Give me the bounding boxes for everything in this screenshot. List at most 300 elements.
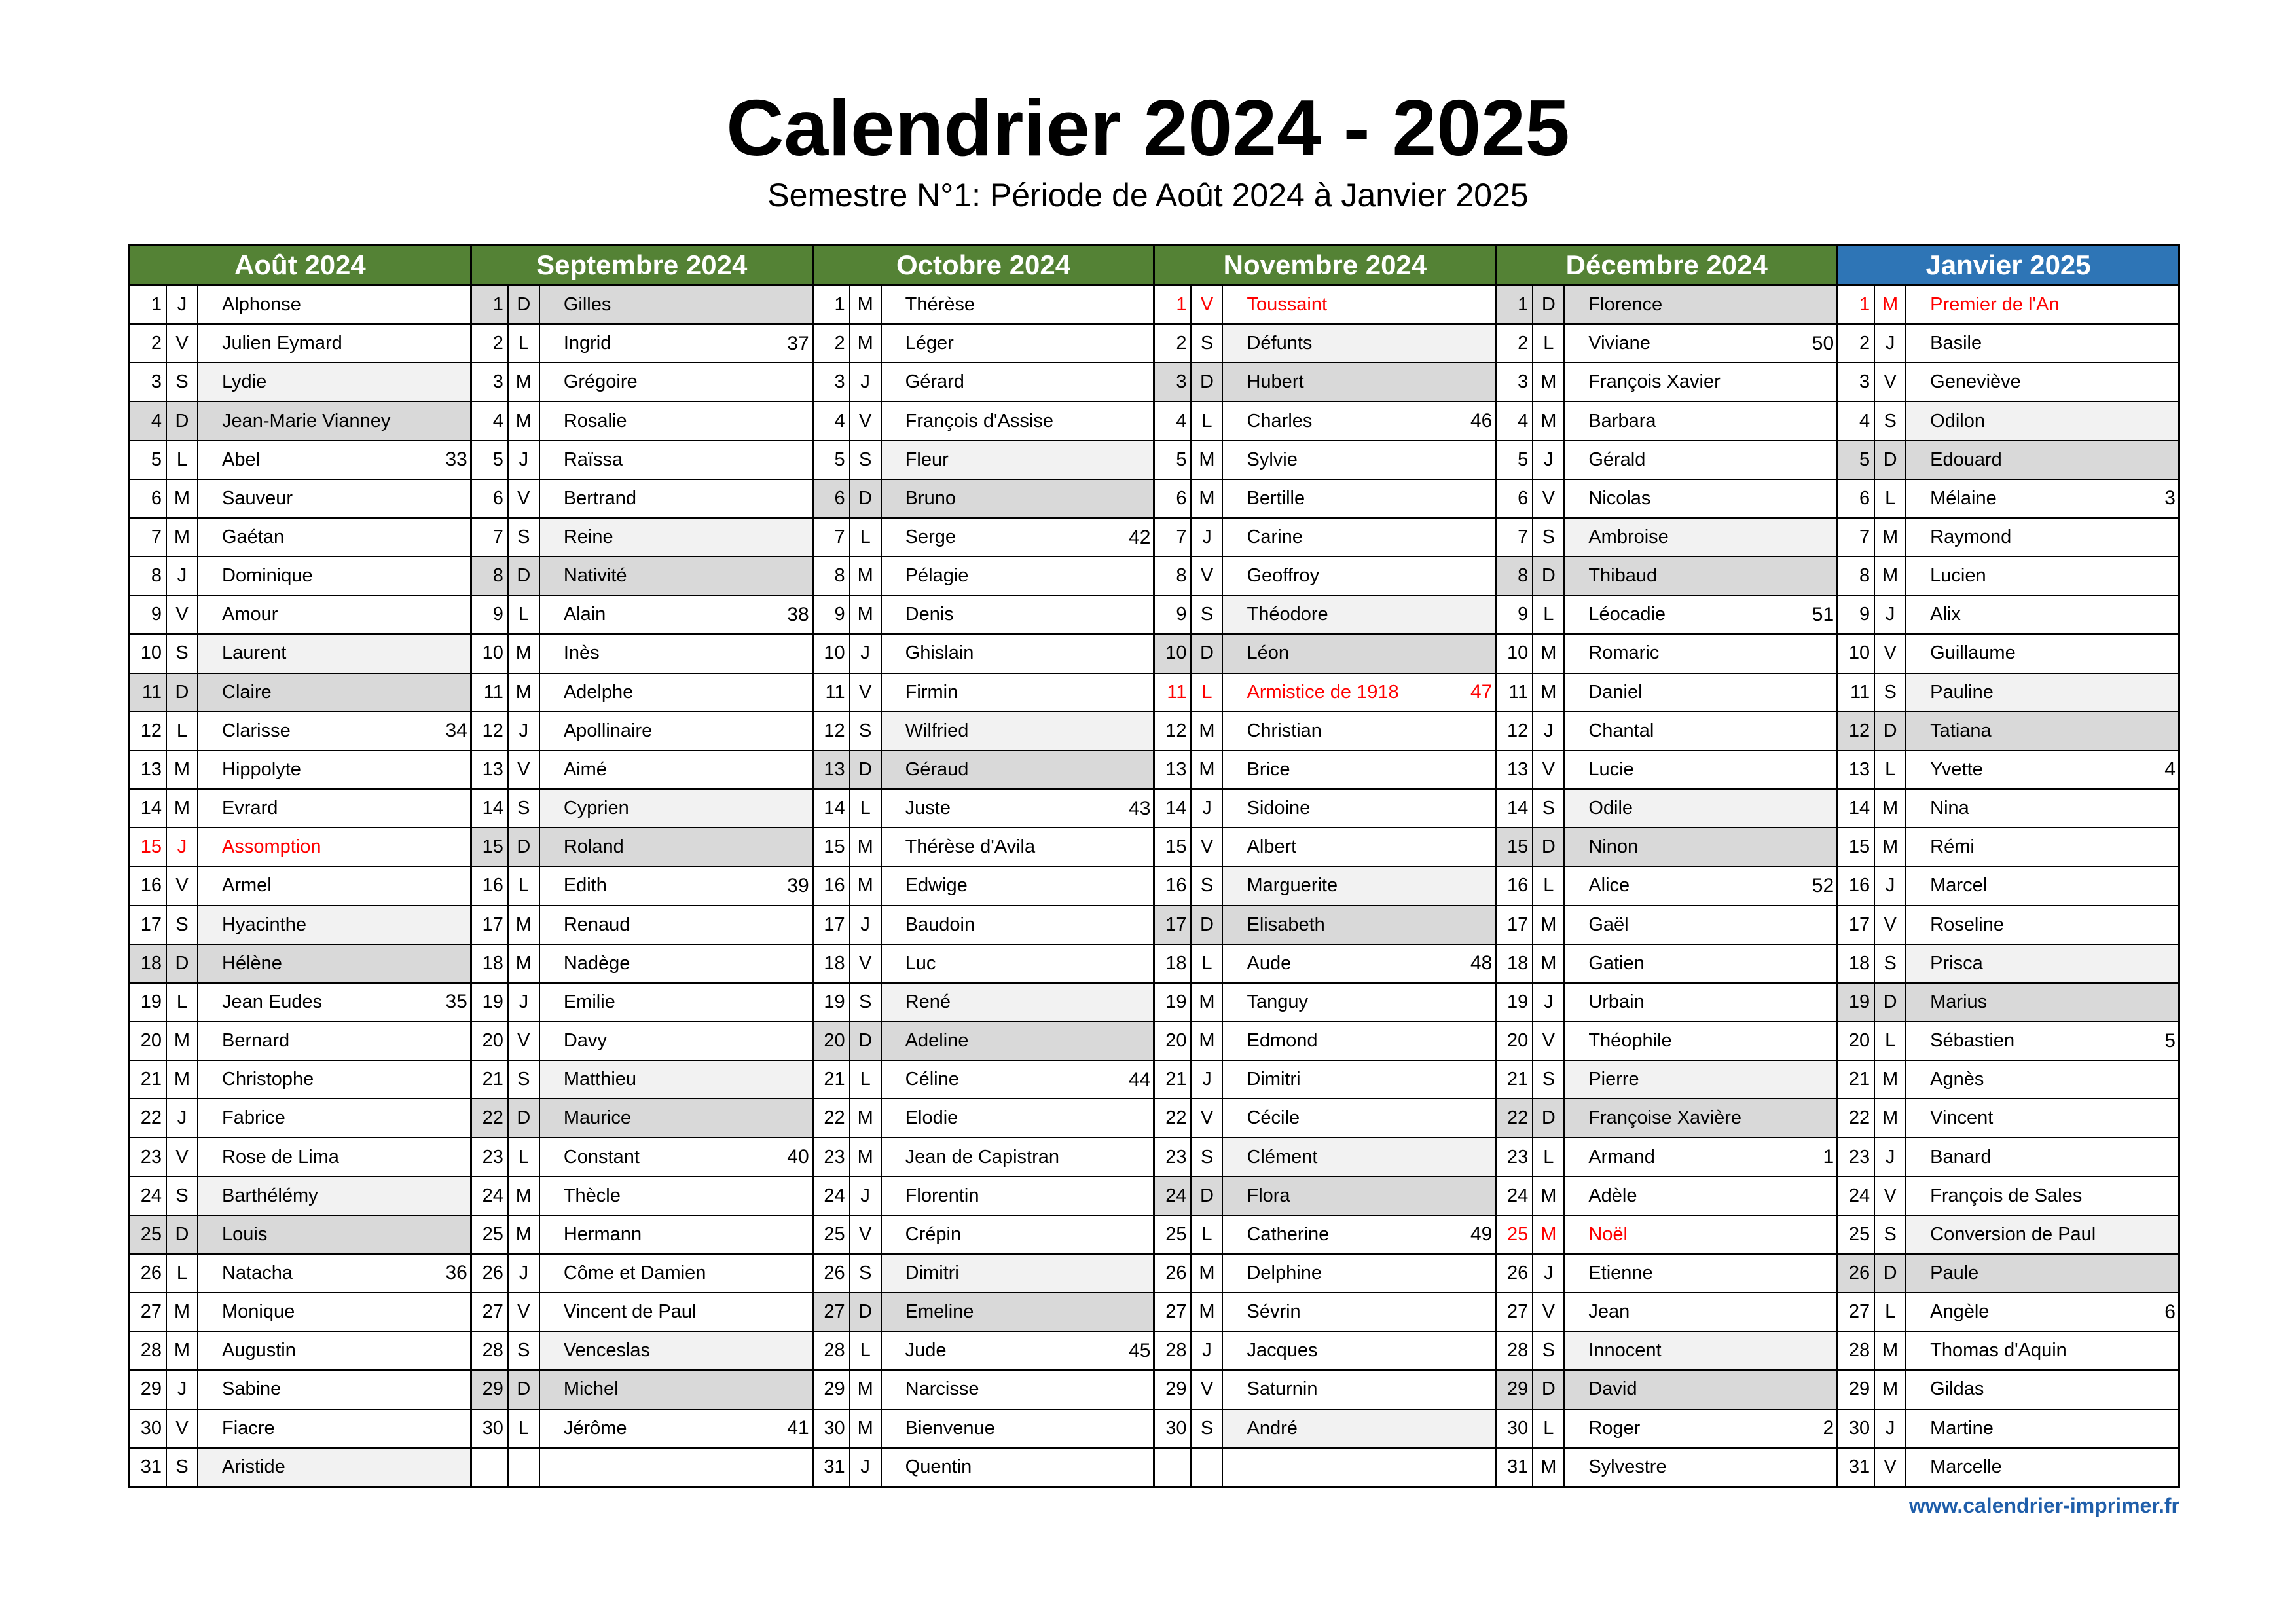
saint-label: Nicolas xyxy=(1588,487,1651,509)
weekday-letter: M xyxy=(509,906,540,944)
day-number: 9 xyxy=(1155,596,1192,633)
saint-label: Sylvie xyxy=(1247,449,1298,470)
weekday-letter: S xyxy=(1192,596,1223,633)
saint-name xyxy=(198,828,470,866)
saint-name xyxy=(540,1177,812,1215)
day-row xyxy=(1155,828,1495,867)
day-row xyxy=(814,1138,1154,1177)
saint-label: Pélagie xyxy=(905,565,969,587)
day-row xyxy=(130,635,470,673)
saint-label: Lucien xyxy=(1930,565,1986,587)
day-row xyxy=(130,906,470,945)
day-row xyxy=(1497,1293,1836,1332)
weekday-letter: V xyxy=(1875,1449,1906,1486)
saint-name xyxy=(1223,1255,1495,1292)
day-number: 11 xyxy=(1838,674,1875,711)
saint-label: François d'Assise xyxy=(905,410,1053,432)
saint-label: Dimitri xyxy=(905,1262,959,1283)
day-row xyxy=(1838,906,2178,945)
saint-label: Rosalie xyxy=(563,410,627,432)
saint-name xyxy=(540,1255,812,1292)
day-number: 23 xyxy=(1838,1138,1875,1175)
day-number: 31 xyxy=(1497,1449,1533,1486)
day-row xyxy=(1155,1332,1495,1371)
weekday-letter: V xyxy=(167,867,198,904)
weekday-letter: M xyxy=(1875,828,1906,866)
day-row xyxy=(814,1371,1154,1409)
saint-name xyxy=(198,1332,470,1369)
saint-name xyxy=(540,1410,812,1447)
weekday-letter: V xyxy=(850,402,882,439)
saint-name xyxy=(1223,984,1495,1021)
day-number: 16 xyxy=(1497,867,1533,904)
week-number: 49 xyxy=(1470,1223,1493,1246)
saint-label: Luc xyxy=(905,952,936,974)
weekday-letter: M xyxy=(1192,480,1223,517)
weekday-letter: M xyxy=(1533,945,1565,982)
day-row xyxy=(1838,363,2178,402)
weekday-letter: M xyxy=(1192,751,1223,788)
day-row xyxy=(1497,751,1836,790)
saint-label: Marcelle xyxy=(1930,1456,2002,1477)
saint-name xyxy=(882,1061,1154,1098)
saint-label: Renaud xyxy=(563,913,630,935)
weekday-letter: J xyxy=(1192,790,1223,827)
saint-label: Armel xyxy=(222,875,272,896)
saint-label: Dominique xyxy=(222,565,313,587)
saint-label: Laurent xyxy=(222,642,287,664)
saint-name xyxy=(1565,286,1836,323)
day-row xyxy=(472,325,812,363)
saint-name xyxy=(882,557,1154,595)
day-number: 29 xyxy=(1838,1371,1875,1408)
day-row xyxy=(472,596,812,635)
day-row xyxy=(472,674,812,712)
day-number: 19 xyxy=(1838,984,1875,1021)
day-row xyxy=(130,828,470,867)
saint-label: Edwige xyxy=(905,875,968,896)
day-row xyxy=(1838,1138,2178,1177)
weekday-letter: D xyxy=(509,557,540,595)
day-row xyxy=(1497,402,1836,441)
saint-label: Dimitri xyxy=(1247,1069,1301,1090)
day-number: 31 xyxy=(1838,1449,1875,1486)
weekday-letter: S xyxy=(1192,867,1223,904)
saint-label: Reine xyxy=(563,526,613,548)
day-row xyxy=(1838,596,2178,635)
saint-label: François de Sales xyxy=(1930,1185,2083,1206)
day-row xyxy=(1838,712,2178,751)
saint-name xyxy=(882,674,1154,711)
month-header: Septembre 2024 xyxy=(472,246,812,286)
saint-label: Géraud xyxy=(905,758,969,780)
weekday-letter: M xyxy=(167,1332,198,1369)
saint-name xyxy=(1565,712,1836,750)
month-column xyxy=(130,246,472,1486)
saint-name xyxy=(1565,635,1836,672)
weekday-letter: D xyxy=(1533,557,1565,595)
weekday-letter: M xyxy=(1875,519,1906,556)
day-row xyxy=(472,519,812,557)
saint-name xyxy=(1906,1061,2178,1098)
saint-label: Thomas d'Aquin xyxy=(1930,1340,2067,1361)
week-number: 3 xyxy=(2164,487,2176,509)
day-row xyxy=(1497,635,1836,673)
saint-label: Thibaud xyxy=(1588,565,1658,587)
weekday-letter: L xyxy=(1875,1022,1906,1060)
day-number: 8 xyxy=(1838,557,1875,595)
day-row xyxy=(130,441,470,480)
day-row xyxy=(814,1216,1154,1255)
saint-name xyxy=(540,1216,812,1253)
day-row xyxy=(472,363,812,402)
weekday-letter: V xyxy=(1533,1022,1565,1060)
day-number: 5 xyxy=(1838,441,1875,479)
saint-label: Côme et Damien xyxy=(563,1262,706,1283)
day-number: 24 xyxy=(814,1177,850,1215)
saint-name xyxy=(198,596,470,633)
day-number: 20 xyxy=(472,1022,509,1060)
week-number: 41 xyxy=(787,1417,809,1439)
day-number: 25 xyxy=(1155,1216,1192,1253)
weekday-letter: M xyxy=(1533,402,1565,439)
weekday-letter: M xyxy=(1875,1371,1906,1408)
saint-name xyxy=(1906,945,2178,982)
website-link[interactable]: www.calendrier-imprimer.fr xyxy=(1908,1494,2179,1517)
weekday-letter: J xyxy=(509,984,540,1021)
saint-label: Louis xyxy=(222,1223,268,1245)
saint-label: René xyxy=(905,991,951,1012)
day-row xyxy=(1838,1061,2178,1099)
saint-label: Céline xyxy=(905,1069,959,1090)
saint-label: Emilie xyxy=(563,991,615,1012)
saint-name xyxy=(882,751,1154,788)
weekday-letter: D xyxy=(1875,1255,1906,1292)
day-number: 6 xyxy=(472,480,509,517)
day-number: 20 xyxy=(1497,1022,1533,1060)
saint-label: Elisabeth xyxy=(1247,913,1325,935)
day-row xyxy=(472,906,812,945)
day-row xyxy=(472,480,812,519)
saint-label: Gilles xyxy=(563,294,611,316)
saint-name xyxy=(198,867,470,904)
day-number: 13 xyxy=(472,751,509,788)
weekday-letter: D xyxy=(167,674,198,711)
weekday-letter: D xyxy=(1875,441,1906,479)
day-row xyxy=(130,1255,470,1293)
saint-name xyxy=(198,790,470,827)
day-number: 3 xyxy=(1838,363,1875,401)
weekday-letter: D xyxy=(850,751,882,788)
day-row xyxy=(130,1177,470,1216)
day-number: 6 xyxy=(814,480,850,517)
saint-name xyxy=(1565,945,1836,982)
day-row xyxy=(1838,828,2178,867)
weekday-letter: D xyxy=(850,480,882,517)
page-title: Calendrier 2024 - 2025 xyxy=(726,83,1570,172)
day-row xyxy=(1155,984,1495,1022)
saint-name xyxy=(1565,596,1836,633)
saint-label: Carine xyxy=(1247,526,1303,548)
day-number: 13 xyxy=(814,751,850,788)
weekday-letter: S xyxy=(1192,1138,1223,1175)
saint-label: Pauline xyxy=(1930,681,1994,703)
saint-label: Augustin xyxy=(222,1340,296,1361)
saint-name xyxy=(1906,1255,2178,1292)
weekday-letter: V xyxy=(1192,286,1223,323)
day-row xyxy=(1838,945,2178,984)
weekday-letter: V xyxy=(1192,557,1223,595)
saint-name xyxy=(1223,751,1495,788)
day-number: 24 xyxy=(1155,1177,1192,1215)
weekday-letter: L xyxy=(167,984,198,1021)
saint-name xyxy=(1906,1022,2178,1060)
saint-name xyxy=(1223,325,1495,362)
day-number: 18 xyxy=(472,945,509,982)
weekday-letter: D xyxy=(1192,363,1223,401)
day-row xyxy=(1155,1216,1495,1255)
week-number: 43 xyxy=(1129,797,1151,819)
saint-name xyxy=(540,480,812,517)
day-row xyxy=(1155,867,1495,906)
weekday-letter: J xyxy=(1533,984,1565,1021)
weekday-letter: D xyxy=(167,402,198,439)
day-number: 1 xyxy=(1838,286,1875,323)
saint-label: Léger xyxy=(905,333,954,354)
week-number: 51 xyxy=(1812,603,1834,625)
weekday-letter: M xyxy=(1192,1255,1223,1292)
day-row xyxy=(814,906,1154,945)
week-number: 35 xyxy=(445,991,467,1013)
weekday-letter: J xyxy=(1192,1332,1223,1369)
saint-name xyxy=(882,325,1154,362)
week-number: 1 xyxy=(1823,1146,1834,1168)
weekday-letter: J xyxy=(167,286,198,323)
saint-name xyxy=(882,945,1154,982)
day-row xyxy=(1497,1371,1836,1409)
day-row xyxy=(472,1061,812,1099)
day-number: 21 xyxy=(814,1061,850,1098)
day-row xyxy=(1838,519,2178,557)
day-row xyxy=(814,984,1154,1022)
weekday-letter: D xyxy=(509,286,540,323)
day-number: 23 xyxy=(1497,1138,1533,1175)
saint-label: Gildas xyxy=(1930,1378,1984,1400)
saint-name xyxy=(1906,557,2178,595)
day-number: 17 xyxy=(1155,906,1192,944)
weekday-letter: M xyxy=(509,945,540,982)
weekday-letter: L xyxy=(167,712,198,750)
saint-name xyxy=(882,519,1154,556)
saint-label: Rémi xyxy=(1930,836,1975,858)
saint-name xyxy=(882,363,1154,401)
day-row xyxy=(472,1138,812,1177)
saint-label: Léocadie xyxy=(1588,604,1666,625)
day-row xyxy=(814,751,1154,790)
day-row xyxy=(130,557,470,596)
saint-label: Alix xyxy=(1930,604,1961,625)
saint-label: Gérald xyxy=(1588,449,1646,470)
day-row xyxy=(130,1061,470,1099)
saint-name xyxy=(1906,1293,2178,1331)
saint-label: Gérard xyxy=(905,371,964,393)
day-row xyxy=(130,1022,470,1061)
day-number: 13 xyxy=(1497,751,1533,788)
day-number: 1 xyxy=(130,286,167,323)
saint-name xyxy=(1565,1371,1836,1408)
day-row xyxy=(1838,1449,2178,1486)
saint-name xyxy=(1906,1216,2178,1253)
saint-label: Christian xyxy=(1247,720,1322,741)
weekday-letter: S xyxy=(509,1061,540,1098)
day-number: 10 xyxy=(472,635,509,672)
day-row xyxy=(814,325,1154,363)
saint-name xyxy=(198,712,470,750)
day-row xyxy=(1497,1449,1836,1486)
saint-name xyxy=(1223,1061,1495,1098)
saint-name xyxy=(198,674,470,711)
day-row xyxy=(130,751,470,790)
weekday-letter: M xyxy=(1192,1293,1223,1331)
day-row xyxy=(1155,286,1495,325)
saint-name xyxy=(882,635,1154,672)
saint-name xyxy=(198,325,470,362)
day-row xyxy=(814,1099,1154,1138)
day-row xyxy=(1155,712,1495,751)
weekday-letter: V xyxy=(509,751,540,788)
saint-name xyxy=(1565,325,1836,362)
day-number: 9 xyxy=(814,596,850,633)
saint-label: Bertille xyxy=(1247,487,1305,509)
saint-label: Clarisse xyxy=(222,720,291,741)
day-number: 14 xyxy=(130,790,167,827)
day-number: 24 xyxy=(130,1177,167,1215)
day-number: 30 xyxy=(1838,1410,1875,1447)
day-number: 25 xyxy=(130,1216,167,1253)
day-row xyxy=(1838,635,2178,673)
saint-label: Odile xyxy=(1588,798,1633,819)
weekday-letter xyxy=(1192,1449,1223,1486)
saint-name xyxy=(1565,402,1836,439)
day-row xyxy=(1155,596,1495,635)
saint-label: Albert xyxy=(1247,836,1297,858)
weekday-letter: M xyxy=(167,1293,198,1331)
day-row xyxy=(472,1332,812,1371)
day-row xyxy=(130,402,470,441)
day-row xyxy=(1838,1410,2178,1449)
weekday-letter: L xyxy=(1533,596,1565,633)
day-row xyxy=(472,1022,812,1061)
saint-label: Jean de Capistran xyxy=(905,1146,1060,1168)
saint-name xyxy=(1565,828,1836,866)
day-number: 1 xyxy=(1497,286,1533,323)
saint-name xyxy=(1565,984,1836,1021)
weekday-letter: L xyxy=(1875,751,1906,788)
saint-label: Nadège xyxy=(563,952,630,974)
saint-name xyxy=(1223,402,1495,439)
weekday-letter: V xyxy=(1533,751,1565,788)
day-number: 7 xyxy=(1497,519,1533,556)
saint-label: Gaétan xyxy=(222,526,285,548)
saint-name xyxy=(1906,867,2178,904)
weekday-letter: J xyxy=(167,1371,198,1408)
saint-label: Bertrand xyxy=(563,487,637,509)
weekday-letter: J xyxy=(850,363,882,401)
day-row xyxy=(1155,1449,1495,1486)
saint-label: Constant xyxy=(563,1146,640,1168)
saint-label: Geneviève xyxy=(1930,371,2021,393)
day-row xyxy=(1497,867,1836,906)
saint-name xyxy=(1565,519,1836,556)
day-number: 21 xyxy=(1497,1061,1533,1098)
saint-name xyxy=(540,1061,812,1098)
saint-label: Sévrin xyxy=(1247,1301,1301,1323)
day-row xyxy=(130,1138,470,1177)
weekday-letter: M xyxy=(1533,363,1565,401)
weekday-letter: L xyxy=(1192,402,1223,439)
weekday-letter: M xyxy=(1533,635,1565,672)
saint-name xyxy=(1906,441,2178,479)
day-number: 7 xyxy=(814,519,850,556)
saint-label: Daniel xyxy=(1588,681,1643,703)
saint-name xyxy=(882,867,1154,904)
day-number: 6 xyxy=(130,480,167,517)
weekday-letter: S xyxy=(167,635,198,672)
day-row xyxy=(472,1293,812,1332)
day-number: 18 xyxy=(130,945,167,982)
saint-name xyxy=(540,751,812,788)
weekday-letter: M xyxy=(1875,1332,1906,1369)
saint-label: Premier de l'An xyxy=(1930,294,2060,316)
day-number: 5 xyxy=(1497,441,1533,479)
day-row xyxy=(1497,441,1836,480)
day-number: 4 xyxy=(814,402,850,439)
weekday-letter: S xyxy=(167,906,198,944)
day-row xyxy=(1155,1061,1495,1099)
day-row xyxy=(1155,945,1495,984)
day-number: 22 xyxy=(1155,1099,1192,1137)
day-number: 24 xyxy=(472,1177,509,1215)
weekday-letter: J xyxy=(1192,519,1223,556)
weekday-letter: D xyxy=(167,945,198,982)
saint-name xyxy=(198,1022,470,1060)
saint-name xyxy=(1906,519,2178,556)
weekday-letter: M xyxy=(509,1177,540,1215)
saint-name xyxy=(540,1022,812,1060)
weekday-letter: D xyxy=(1875,712,1906,750)
saint-label: Basile xyxy=(1930,333,1982,354)
day-row xyxy=(1155,906,1495,945)
day-number: 14 xyxy=(814,790,850,827)
saint-label: Etienne xyxy=(1588,1262,1653,1283)
day-number: 29 xyxy=(1497,1371,1533,1408)
day-row xyxy=(1155,441,1495,480)
saint-label: Bernard xyxy=(222,1030,290,1052)
saint-label: Barthélémy xyxy=(222,1185,318,1206)
saint-label: Défunts xyxy=(1247,333,1313,354)
saint-label: Jacques xyxy=(1247,1340,1318,1361)
day-number: 26 xyxy=(814,1255,850,1292)
day-number: 16 xyxy=(1838,867,1875,904)
saint-label: Juste xyxy=(905,798,951,819)
saint-label: Raymond xyxy=(1930,526,2012,548)
saint-label: Ingrid xyxy=(563,333,611,354)
saint-label: Roland xyxy=(563,836,624,858)
weekday-letter: J xyxy=(167,557,198,595)
saint-name xyxy=(882,596,1154,633)
day-number: 5 xyxy=(814,441,850,479)
saint-label: Lydie xyxy=(222,371,267,393)
